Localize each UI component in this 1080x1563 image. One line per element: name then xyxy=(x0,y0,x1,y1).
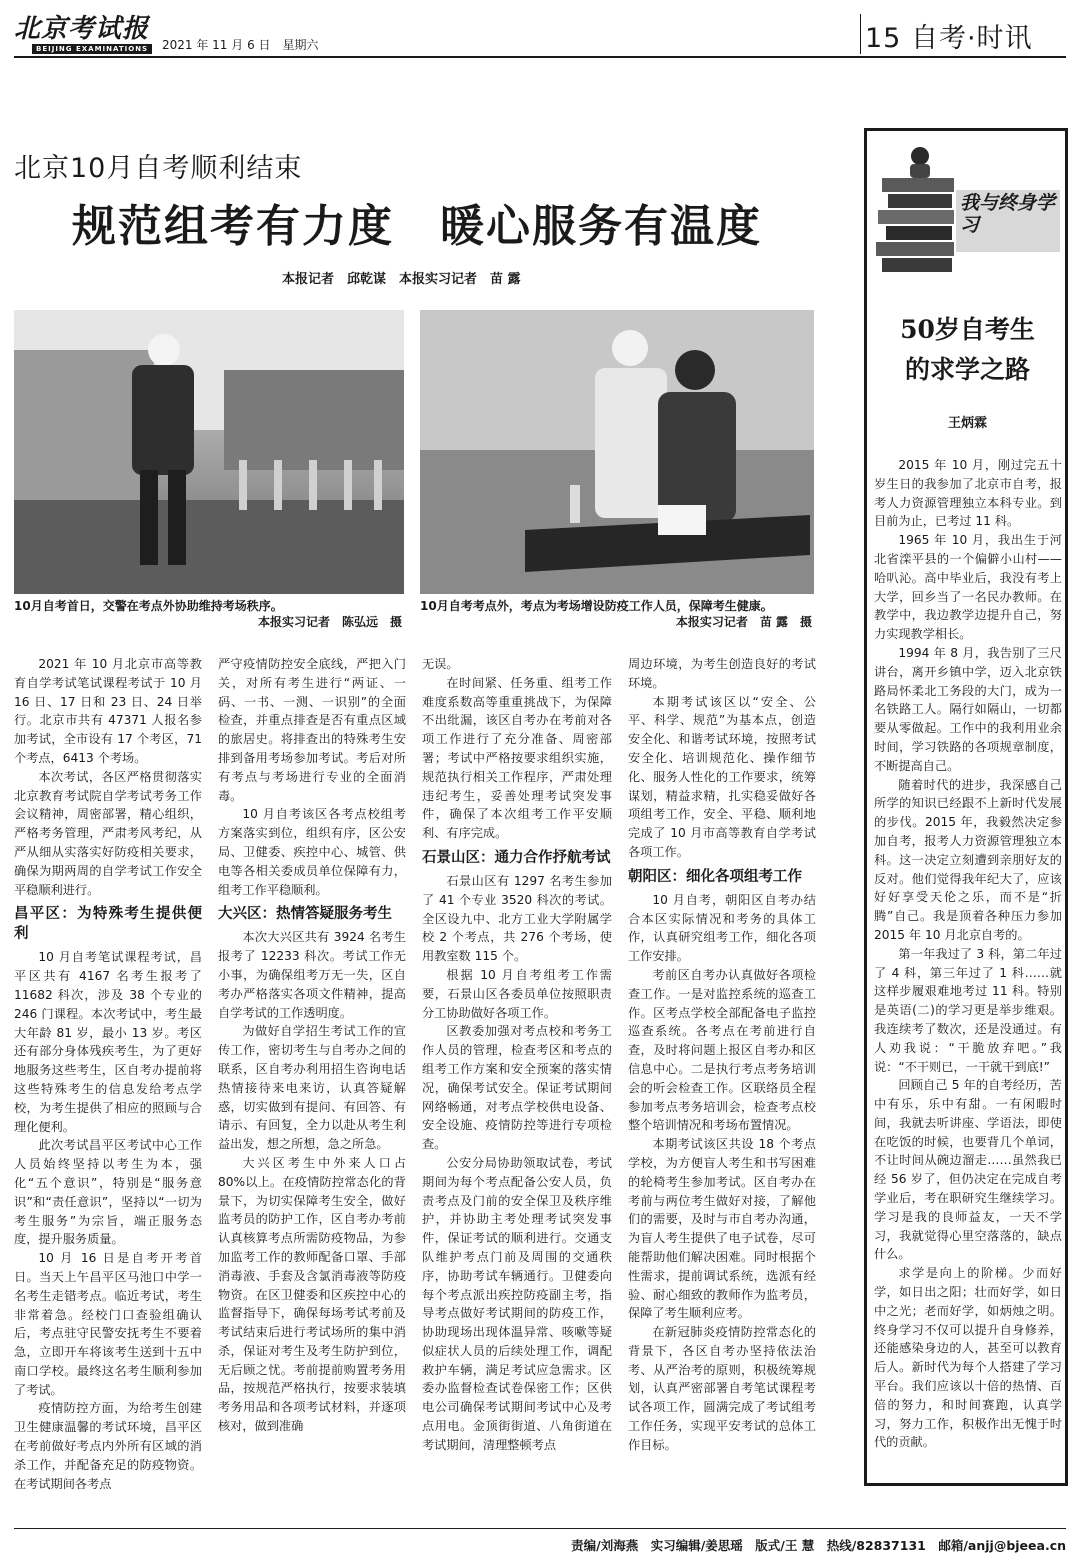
paragraph: 考前区自考办认真做好各项检查工作。一是对监控系统的巡查工作。区考点学校全部配备电子监控巡查系统。各考点在考前进行自查，及时将问题上报区自考办和区信息中心。二是执行考点考务培训会的听会检查工作。区联络员全程参加考点考务培训会，检查考点校整个培训情况和考场布置情况。 xyxy=(628,967,816,1133)
section-heading: 石景山区：通力合作抒航考试 xyxy=(422,849,611,866)
page-section-label: 15 自考·时讯 xyxy=(865,23,1033,54)
paragraph: 求学是向上的阶梯。少而好学，如日出之阳；壮而好学，如日中之光；老而好学，如炳烛之明。终身学习不仅可以提升自身修养，还能感染身边的人，甚至可以教育后人。新时代为每个人搭建了学习平台。我们应该以十倍的热情、百倍的努力，和时间赛跑，认真学习，努力工作，积极作出无愧于时代的贡献。 xyxy=(874,1266,1062,1450)
article-column-4 xyxy=(628,655,816,1455)
paragraph: 1965 年 10 月，我出生于河北省滦平县的一个偏僻小山村——哈叭沁。高中毕业后，我没有考上大学，回乡当了一名民办教师。在教学中，我边教学边提升自己，努力实现教学相长。 xyxy=(874,533,1062,642)
article-kicker: 北京10月自考顺利结束 xyxy=(14,153,303,184)
sidebar-title-line: 50岁自考生 xyxy=(900,315,1035,344)
photo-traffic-police xyxy=(14,310,404,594)
paragraph: 第一年我过了 3 科，第二年过了 4 科，第三年过了 1 科……就这样步履艰难地考过 11 科。特别是英语(二)的学习更是举步维艰。我连续考了数次，还是没通过。有人劝我说：“干脆放弃吧。”我说：“不干则已，一干就干到底!” xyxy=(874,946,1062,1074)
section-heading: 昌平区：为特殊考生提供便利 xyxy=(14,906,202,943)
article-column-1 xyxy=(14,655,202,1493)
sidebar-author: 王炳霖 xyxy=(947,416,987,431)
paragraph: 10 月 16 日是自考开考首日。当天上午昌平区马池口中学一名考生走错考点。临近考试，考生非常着急。经校门口查验组确认后，考点驻守民警安抚考生不要着急，立即开车将该考生送到十五中南口学校。最终这名考生顺利参加了考试。 xyxy=(14,1251,202,1397)
paragraph: 10 月自考笔试课程考试，昌平区共有 4167 名考生报考了 11682 科次，涉及 38 个专业的 246 门课程。本次考试中，考生最大年龄 81 岁，最小 13 岁。考区还有部分身体残疾考生，为了更好地服务这些考生，区自考办提前将这些特殊考生的信息发给考点学校，为考生提供了相应的照顾与合理化便利。 xyxy=(14,950,202,1134)
paragraph: 2021 年 10 月北京市高等教育自学考试笔试课程考试于 10 月 16 日、17 日和 23 日、24 日举行。北京市共有 47371 人报名参加考试，全市设有 17 个考区，71 个考点，6413 个考场。 xyxy=(14,657,202,765)
paragraph: 本次大兴区共有 3924 名考生报考了 12233 科次。考试工作无小事，为确保组考万无一失，区自考办严格落实各项文件精神，提高自学考试的工作透明度。 xyxy=(218,930,406,1020)
paragraph: 本期考试该区共设 18 个考点学校，为方便盲人考生和书写困难的轮椅考生参加考试。区自考办在考前与两位考生做好对接，了解他们的需要，及时与市自考办沟通，为盲人考生提供了电子试卷，尽可能帮助他们解决困难。同时根据个性需求，提前调试系统，选派有经验、耐心细致的教师作为监考员，保障了考生顺利应考。 xyxy=(628,1137,816,1321)
editorial-footer: 责编/刘海燕 实习编辑/姜思瑶 版式/王 慧 热线/82837131 邮箱/anjj@bjeea.cn xyxy=(571,1538,1066,1553)
photo-epidemic-staff-illustration xyxy=(420,310,814,594)
article-byline: 本报记者 邱乾谋 本报实习记者 苗 露 xyxy=(282,272,521,287)
paragraph: 区教委加强对考点校和考务工作人员的管理，检查考区和考点的组考工作方案和安全预案的落实情况，确保考试安全。保证考试期间网络畅通，对考点学校供电设备、安全设施、疫情防控等进行专项检查。 xyxy=(422,1024,612,1152)
paragraph: 10 月自考该区各考点校组考方案落实到位，组织有序，区公安局、卫健委、疾控中心、城管、供电等各相关委成员单位保障有力，组考工作平稳顺利。 xyxy=(218,807,406,897)
section-heading: 大兴区：热情答疑服务考生 xyxy=(218,906,392,923)
photo-caption: 10月自考考点外，考点为考场增设防疫工作人员，保障考生健康。 xyxy=(420,599,773,613)
photo-traffic-police-illustration xyxy=(14,310,404,594)
photo-credit: 本报实习记者 陈弘远 摄 xyxy=(257,615,402,629)
article-headline: 规范组考有力度 暖心服务有温度 xyxy=(72,201,762,252)
paragraph: 周边环境，为考生创造良好的考试环境。 xyxy=(628,657,816,690)
paragraph: 回顾自己 5 年的自考经历，苦中有乐，乐中有甜。一有闲暇时间，我就去听讲座、学语法，即使在吃饭的时候，也要背几个单词，不让时间从碗边溜走……虽然我已经 56 岁了，但仍决定在完成自考学业后，考在职研究生继续学习。学习是我的良师益友，一天不学习，我就觉得心里空落落的，缺点什么。 xyxy=(874,1078,1062,1262)
issue-date: 2021 年 11 月 6 日 星期六 xyxy=(162,38,319,52)
paragraph: 本次考试，各区严格贯彻落实北京教育考试院自学考试考务工作会议精神，周密部署，精心组织，严格考务管理，严肃考风考纪，从严从细从实落实好防疫相关要求，确保为期两周的自学考试工作安全平稳顺利进行。 xyxy=(14,769,202,897)
article-column-2 xyxy=(218,655,406,1436)
newspaper-logo: 北京考试报 xyxy=(14,14,150,44)
paragraph: 根据 10 月自考组考工作需要，石景山区各委员单位按照职责分工协助做好各项工作。 xyxy=(422,967,612,1020)
paragraph: 严守疫情防控安全底线，严把入门关，对所有考生进行“两证、一码、一书、一测、一识别”的全面检查，并重点排查是否有重点区域的旅居史。将排查出的特殊考生安排到备用考场参加考试。考后对所有考点与考场进行专业的全面消毒。 xyxy=(218,657,406,803)
paragraph: 本期考试该区以“安全、公平、科学、规范”为基本点，创造安全化、和谐考试环境，按照考试安全化、培训规范化、操作细节化、服务人性化的工作要求，统筹谋划，精益求精，扎实稳妥做好各项组考工作，安全、平稳、顺利地完成了 10 月市高等教育自学考试各项工作。 xyxy=(628,694,816,859)
paragraph: 此次考试昌平区考试中心工作人员始终坚持以考生为本，强化“五个意识”，特别是“服务意识”和“责任意识”，坚持以“一切为考生服务”为宗旨，端正服务态度，提升服务质量。 xyxy=(14,1138,202,1247)
paragraph: 为做好自学招生考试工作的宣传工作，密切考生与自考办之间的联系，区自考办利用招生咨询电话热情接待来电来访，认真答疑解惑，切实做到有提问、有回答、有请示、有回复，全力以赴从考生利益出发，想之所想，急之所急。 xyxy=(218,1024,406,1152)
sidebar-column xyxy=(874,456,1062,1452)
paragraph: 石景山区有 1297 名考生参加了 41 个专业 3520 科次的考试。全区设九中、北方工业大学附属学校 2 个考点，共 276 个考场，使用教室数 115 个。 xyxy=(422,873,612,964)
article-column-3 xyxy=(422,655,612,1455)
footer-rule xyxy=(14,1528,1066,1529)
newspaper-logo-english: BEIJING EXAMINATIONS xyxy=(32,44,152,54)
sidebar-banner-label: 我与终身学习 xyxy=(960,192,1056,236)
masthead-divider xyxy=(860,14,861,54)
paragraph: 10 月自考，朝阳区自考办结合本区实际情况和考务的具体工作，认真研究组考工作，细化各项工作安排。 xyxy=(628,892,816,964)
sidebar-title xyxy=(870,310,1065,390)
paragraph: 2015 年 10 月，刚过完五十岁生日的我参加了北京市自考，报考人力资源管理独立本科专业。到目前为止，已考过 11 科。 xyxy=(874,458,1062,529)
paragraph: 在时间紧、任务重、组考工作难度系数高等重重挑战下，为保障不出纰漏，该区自考办在考前对各项工作进行了充分准备、周密部署；考试中严格按要求组织实施，规范执行相关工作程序，严肃处理违纪考生，妥善处理考试突发事件，确保了本次组考工作平安顺利、有序完成。 xyxy=(422,675,612,841)
photo-credit: 本报实习记者 苗 露 摄 xyxy=(675,615,812,629)
paragraph: 大兴区考生中外来人口占 80%以上。在疫情防控常态化的背景下，为切实保障考生安全，做好监考员的防护工作，区自考办考前认真核算考点所需防疫物品，为参加监考工作的教师配备口罩、手部消毒液、手套及含氯消毒液等防疫物资。在区卫健委和区疾控中心的监督指导下，确保每场考试考前及考试结束后进行考试场所的集中消杀，保证对考生及考生防护到位，无后顾之忧。考前提前购置考务用品，按规范严格执行，按要求装填考务用品和各项考试材料，并逐项核对，做到准确 xyxy=(218,1155,406,1434)
masthead-rule xyxy=(14,56,1066,58)
paragraph: 1994 年 8 月，我告别了三尺讲台，离开乡镇中学，迈入北京铁路局怀柔北工务段的大门，成为一名铁路工人。隔行如隔山，一切都要从零做起。工作中的我利用业余时间，学习铁路的各项规章制度，不断提高自己。 xyxy=(874,645,1062,773)
paragraph: 在新冠肺炎疫情防控常态化的背景下，各区自考办坚持依法治考、从严治考的原则，积极统筹规划，认真严密部署自考笔试课程考试各项工作，圆满完成了考试组考工作任务，实现平安考试的总体工作目标。 xyxy=(628,1325,816,1452)
paragraph: 无误。 xyxy=(422,657,459,671)
photo-caption: 10月自考首日，交警在考点外协助维持考场秩序。 xyxy=(14,599,283,613)
paragraph: 随着时代的进步，我深感自己所学的知识已经跟不上新时代发展的步伐。2015 年，我毅然决定参加自考，报考人力资源管理独立本科。这一决定立刻遭到亲朋好友的反对。他们觉得我年纪大了，应该好好享受天伦之乐，而不是“折腾”自己。我是顶着各种压力参加 2015 年 10 月北京自考的。 xyxy=(874,777,1062,942)
paragraph: 公安分局协助领取试卷，考试期间为每个考点配备公安人员，负责考点及门前的安全保卫及秩序维护，并协助主考处理考试突发事件，保证考试的顺利进行。交通支队维护考点门前及周围的交通秩序，协助考试车辆通行。卫健委向每个考点派出疾控防疫副主考，指导考点做好考试期间的防疫工作，协助现场出现体温异常、咳嗽等疑似症状人员的后续处理工作，调配救护车辆，满足考试应急需求。区委办监督检查试卷保密工作；区供电公司确保考试期间考试中心及考点用电。金顶街街道、八角街道在考试期间，清理整顿考点 xyxy=(422,1155,612,1452)
paragraph: 疫情防控方面，为给考生创建卫生健康温馨的考试环境，昌平区在考前做好考点内外所有区域的消杀工作，并配备充足的防疫物资。在考试期间各考点 xyxy=(14,1401,202,1491)
sidebar-title-line: 的求学之路 xyxy=(904,355,1030,384)
section-heading: 朝阳区：细化各项组考工作 xyxy=(628,868,802,885)
photo-epidemic-staff xyxy=(420,310,814,594)
